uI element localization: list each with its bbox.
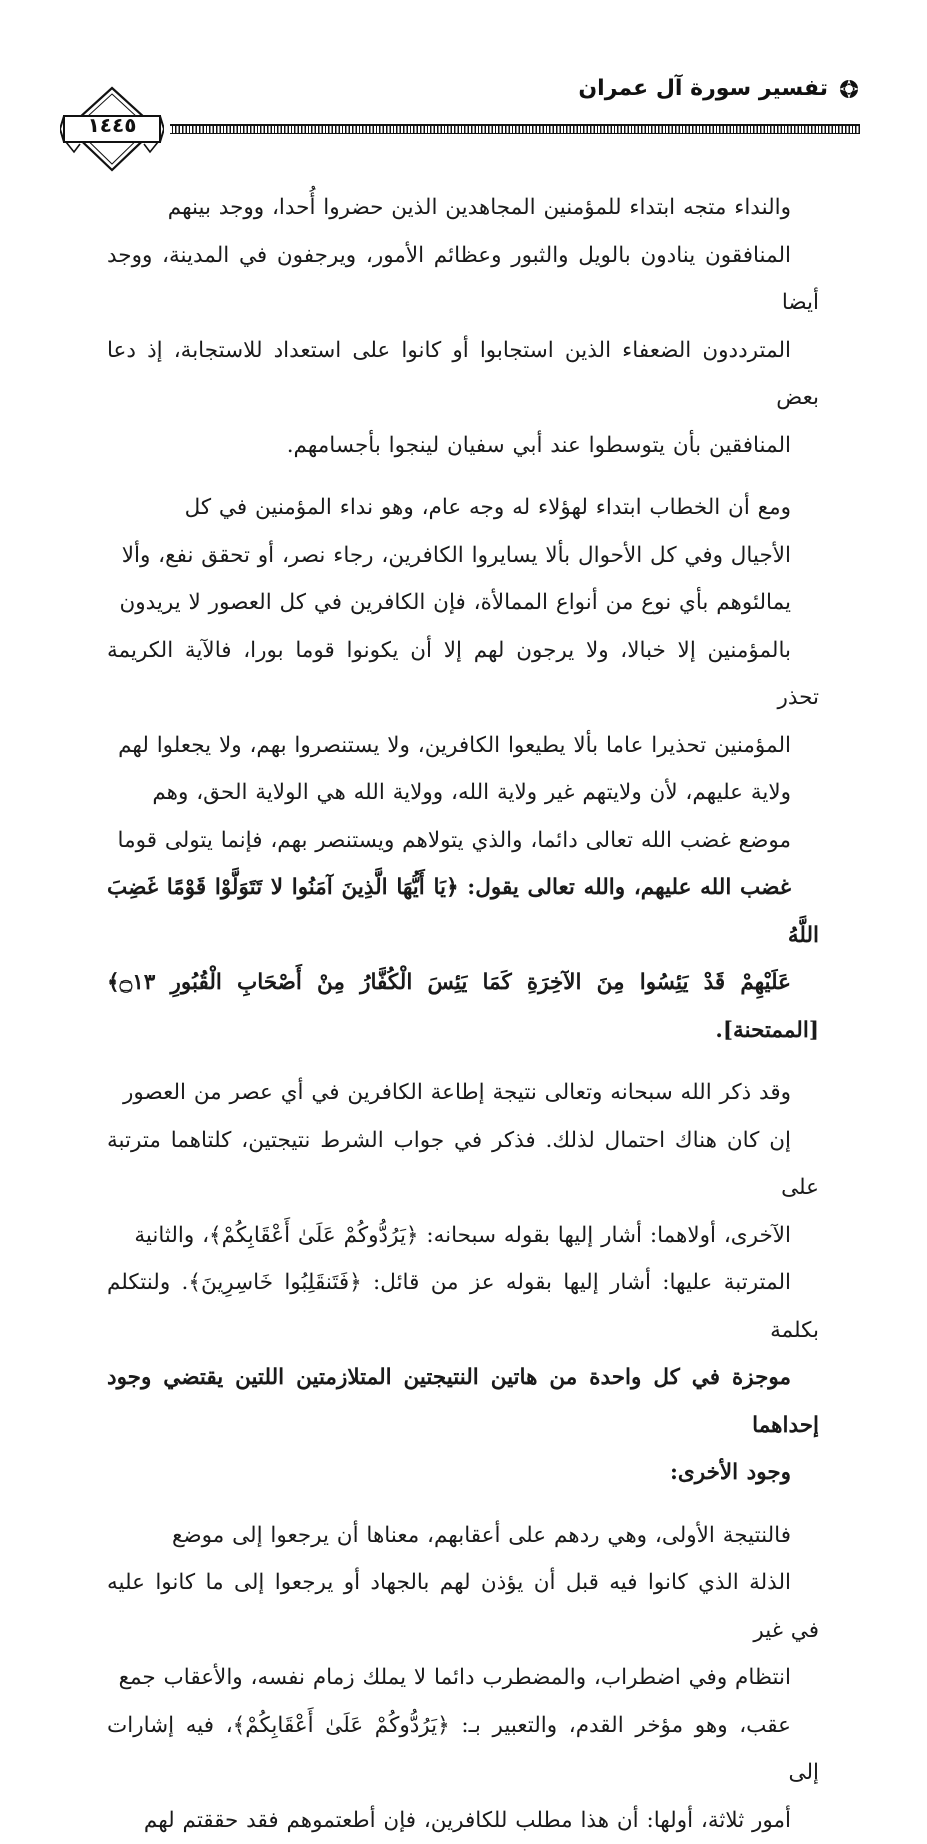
- text-line: المنافقين بأن يتوسطوا عند أبي سفيان لينجوا بأجسامهم.: [107, 422, 819, 470]
- text-line: يمالئوهم بأي نوع من أنواع الممالأة، فإن الكافرين في كل العصور لا يريدون: [107, 579, 819, 627]
- text-line: وقد ذكر الله سبحانه وتعالى نتيجة إطاعة الكافرين في أي عصر من العصور: [107, 1069, 819, 1117]
- text-line: الآخرى، أولاهما: أشار إليها بقوله سبحانه: ﴿يَرُدُّوكُمْ عَلَىٰ أَعْقَابِكُمْ﴾، والثانية: [107, 1212, 819, 1260]
- text-line: المؤمنين تحذيرا عاما بألا يطيعوا الكافرين، ولا يستنصروا بهم، ولا يجعلوا لهم: [107, 722, 819, 770]
- text-line: ولاية عليهم، لأن ولايتهم غير ولاية الله، وولاية الله هي الولاية الحق، وهم: [107, 769, 819, 817]
- body-text: [107, 184, 819, 1844]
- text-line: الذلة الذي كانوا فيه قبل أن يؤذن لهم بالجهاد أو يرجعوا إلى ما كانوا عليه في غير: [107, 1559, 819, 1654]
- text-line: موضع غضب الله تعالى دائما، والذي يتولاهم ويستنصر بهم، فإنما يتولى قوما: [107, 817, 819, 865]
- running-title: [578, 76, 860, 101]
- header-rule: [170, 124, 860, 134]
- paragraph: [107, 1512, 819, 1844]
- paragraph: [107, 1069, 819, 1497]
- paragraph: [107, 484, 819, 1054]
- text-line: والنداء متجه ابتداء للمؤمنين المجاهدين الذين حضروا أُحدا، ووجد بينهم: [107, 184, 819, 232]
- text-line: وجود الأخرى:: [107, 1449, 819, 1497]
- quran-verse-line: غضب الله عليهم، والله تعالى يقول: ﴿يَا أَيُّهَا الَّذِينَ آمَنُوا لا تَتَوَلَّوْا قَوْمًا غَضِبَ اللَّهُ: [107, 864, 819, 959]
- page-number: ١٤٤٥: [78, 113, 146, 137]
- text-line: إن كان هناك احتمال لذلك. فذكر في جواب الشرط نتيجتين، كلتاهما مترتبة على: [107, 1117, 819, 1212]
- text-line: المترددون الضعفاء الذين استجابوا أو كانوا على استعداد للاستجابة، إذ دعا بعض: [107, 327, 819, 422]
- text-line: الأجيال وفي كل الأحوال بألا يسايروا الكافرين، رجاء نصر، أو تحقق نفع، وألا: [107, 532, 819, 580]
- text-line: بالمؤمنين إلا خبالا، ولا يرجون لهم إلا أن يكونوا قوما بورا، فالآية الكريمة تحذر: [107, 627, 819, 722]
- text-line: موجزة في كل واحدة من هاتين النتيجتين المتلازمتين اللتين يقتضي وجود إحداهما: [107, 1354, 819, 1449]
- text-line: انتظام وفي اضطراب، والمضطرب دائما لا يملك زمام نفسه، والأعقاب جمع: [107, 1654, 819, 1702]
- text-line: المنافقون ينادون بالويل والثبور وعظائم الأمور، ويرجفون في المدينة، ووجد أيضا: [107, 232, 819, 327]
- page-header: [60, 70, 860, 170]
- text-line: أمور ثلاثة، أولها: أن هذا مطلب للكافرين، فإن أطعتموهم فقد حققتم لهم: [107, 1797, 819, 1844]
- running-title-text: تفسير سورة آل عمران: [578, 76, 828, 101]
- text-line: عقب، وهو مؤخر القدم، والتعبير بـ: ﴿يَرُدُّوكُمْ عَلَىٰ أَعْقَابِكُمْ﴾، فيه إشارات إلى: [107, 1702, 819, 1797]
- text-line: فالنتيجة الأولى، وهي ردهم على أعقابهم، معناها أن يرجعوا إلى موضع: [107, 1512, 819, 1560]
- text-line: المترتبة عليها: أشار إليها بقوله عز من قائل: ﴿فَتَنقَلِبُوا خَاسِرِينَ﴾. ولنتكلم بكلمة: [107, 1259, 819, 1354]
- quran-verse-line: عَلَيْهِمْ قَدْ يَئِسُوا مِنَ الآخِرَةِ كَمَا يَئِسَ الْكُفَّارُ مِنْ أَصْحَابِ الْقُبُورِ ۝١٣﴾ [الممتحنة].: [107, 959, 819, 1054]
- ornament-icon: [838, 78, 860, 100]
- text-line: ومع أن الخطاب ابتداء لهؤلاء له وجه عام، وهو نداء المؤمنين في كل: [107, 484, 819, 532]
- page-number-badge: [60, 86, 164, 172]
- paragraph: [107, 184, 819, 469]
